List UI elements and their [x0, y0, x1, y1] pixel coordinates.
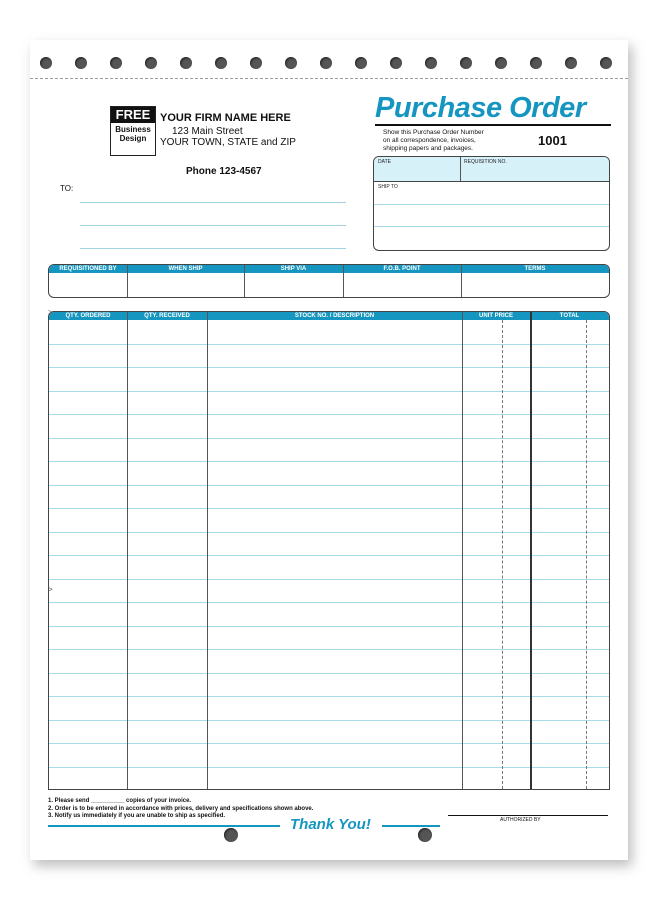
- items-table: [48, 311, 610, 790]
- table-row[interactable]: [49, 391, 609, 392]
- po-note-line: shipping papers and packages.: [383, 145, 473, 152]
- signature-line[interactable]: [448, 815, 608, 816]
- header-terms: TERMS: [524, 266, 546, 272]
- table-row[interactable]: [49, 367, 609, 368]
- table-row[interactable]: [49, 649, 609, 650]
- po-number: 1001: [538, 133, 567, 148]
- authorized-by-label: AUTHORIZED BY: [500, 817, 541, 823]
- arrow-marker: >: [48, 585, 53, 594]
- hole: [460, 57, 472, 69]
- header-when-ship: WHEN SHIP: [168, 266, 203, 272]
- header-unit-price: UNIT PRICE: [478, 313, 513, 319]
- footer-note: 2. Order is to be entered in accordance with prices, delivery and specifications shown above.: [48, 805, 314, 812]
- hole: [215, 57, 227, 69]
- thanks-rule-left: [48, 825, 280, 827]
- firm-phone: Phone 123-4567: [186, 166, 262, 177]
- requisition-no-label: REQUISITION NO.: [464, 159, 507, 165]
- firm-name: YOUR FIRM NAME HERE: [160, 112, 291, 124]
- table-row[interactable]: [49, 579, 609, 580]
- purchase-order-sheet: [30, 40, 628, 860]
- col-divider: [530, 312, 532, 789]
- footer-note: 3. Notify us immediately if you are unable to ship as specified.: [48, 813, 226, 819]
- hole: [224, 828, 238, 842]
- col-divider: [462, 312, 463, 789]
- firm-city: YOUR TOWN, STATE and ZIP: [160, 137, 296, 148]
- firm-address: [160, 126, 296, 148]
- col-divider: [461, 265, 462, 297]
- order-info-table: [48, 264, 610, 298]
- col-divider: [127, 312, 128, 789]
- to-line[interactable]: [80, 248, 346, 249]
- logo-free: FREE: [111, 107, 155, 123]
- col-divider: [343, 265, 344, 297]
- table-row[interactable]: [49, 720, 609, 721]
- page-title: Purchase Order: [375, 92, 586, 124]
- col-divider: [502, 320, 503, 789]
- header-requisitioned-by: REQUISITIONED BY: [59, 266, 117, 272]
- header-qty-received: QTY. RECEIVED: [144, 313, 190, 319]
- table-row[interactable]: [49, 461, 609, 462]
- hole: [110, 57, 122, 69]
- table-row[interactable]: [49, 743, 609, 744]
- date-label: DATE: [378, 159, 391, 165]
- col-divider: [127, 265, 128, 297]
- ship-to-line[interactable]: [374, 204, 609, 205]
- header-fob-point: F.O.B. POINT: [383, 266, 421, 272]
- date-divider: [460, 157, 461, 181]
- arrow-marker: >: [48, 308, 53, 317]
- to-label: TO:: [60, 184, 74, 193]
- table-row[interactable]: [49, 602, 609, 603]
- hole: [180, 57, 192, 69]
- table-row[interactable]: [49, 344, 609, 345]
- table-row[interactable]: [49, 414, 609, 415]
- logo: [110, 106, 156, 156]
- to-line[interactable]: [80, 225, 346, 226]
- col-divider: [207, 312, 208, 789]
- table-row[interactable]: [49, 767, 609, 768]
- hole: [145, 57, 157, 69]
- ship-to-label: SHIP TO: [378, 184, 398, 190]
- hole: [425, 57, 437, 69]
- thank-you: Thank You!: [290, 816, 371, 833]
- hole: [565, 57, 577, 69]
- hole: [40, 57, 52, 69]
- table-row[interactable]: [49, 626, 609, 627]
- hole: [600, 57, 612, 69]
- title-rule: [375, 124, 611, 126]
- po-note: [383, 129, 484, 153]
- hole: [285, 57, 297, 69]
- ship-to-line[interactable]: [374, 226, 609, 227]
- table-row[interactable]: [49, 555, 609, 556]
- logo-line1: Business: [115, 125, 151, 134]
- header-total: TOTAL: [559, 313, 580, 319]
- hole: [250, 57, 262, 69]
- po-note-line: on all correspondence, invoices,: [383, 137, 476, 144]
- table-row[interactable]: [49, 673, 609, 674]
- hole: [495, 57, 507, 69]
- thanks-rule-right: [382, 825, 440, 827]
- table-row[interactable]: [49, 438, 609, 439]
- col-divider: [244, 265, 245, 297]
- footer-note: 1. Please send __________ copies of your invoice.: [48, 798, 192, 804]
- hole: [418, 828, 432, 842]
- hole: [75, 57, 87, 69]
- to-line[interactable]: [80, 202, 346, 203]
- header-description: STOCK NO. / DESCRIPTION: [294, 313, 375, 319]
- table-row[interactable]: [49, 696, 609, 697]
- hole: [320, 57, 332, 69]
- firm-street: 123 Main Street: [172, 126, 243, 137]
- hole: [355, 57, 367, 69]
- table-row[interactable]: [49, 485, 609, 486]
- hole: [530, 57, 542, 69]
- po-note-line: Show this Purchase Order Number: [383, 129, 484, 136]
- footer-notes: [48, 798, 313, 821]
- perforation-line: [30, 78, 628, 79]
- table-row[interactable]: [49, 508, 609, 509]
- col-divider: [586, 320, 587, 789]
- ship-to-box: [373, 156, 610, 251]
- logo-line2: Design: [119, 134, 147, 143]
- header-ship-via: SHIP VIA: [280, 266, 307, 272]
- table-row[interactable]: [49, 532, 609, 533]
- hole: [390, 57, 402, 69]
- header-qty-ordered: QTY. ORDERED: [65, 313, 111, 319]
